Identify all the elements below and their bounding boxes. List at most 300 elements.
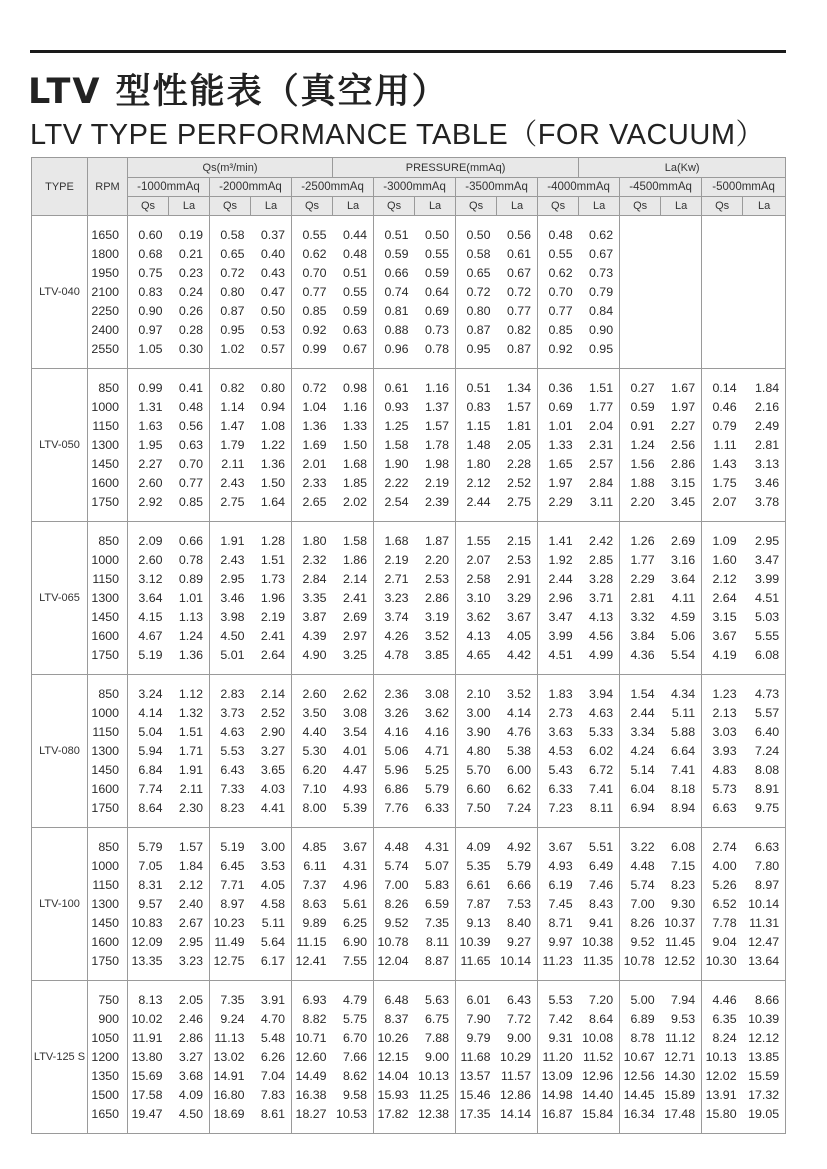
qs-cell: 19.47 <box>128 1104 169 1134</box>
la-cell: 8.23 <box>661 875 702 894</box>
la-cell: 2.62 <box>333 675 374 704</box>
la-cell: 9.00 <box>497 1028 538 1047</box>
qs-cell: 1.97 <box>548 475 573 490</box>
qs-cell <box>702 244 743 263</box>
la-cell: 2.67 <box>169 913 210 932</box>
qs-cell: 15.93 <box>377 1087 409 1102</box>
la-cell: 5.55 <box>743 626 786 645</box>
qs-cell <box>620 216 661 245</box>
la-cell: 0.87 <box>497 339 538 369</box>
qs-cell: 3.98 <box>220 609 245 624</box>
la-cell: 0.57 <box>251 339 292 369</box>
la-cell: 0.43 <box>251 263 292 282</box>
qs-la-header-row <box>32 197 786 216</box>
la-cell: 10.38 <box>579 932 620 951</box>
la-cell: 4.50 <box>169 1104 210 1134</box>
qs-cell: 1.79 <box>220 437 245 452</box>
model-type: LTV-125 S <box>32 981 88 1134</box>
table-row <box>32 913 786 932</box>
la-cell: 8.40 <box>497 913 538 932</box>
qs-cell: 1.48 <box>466 437 491 452</box>
qs-cell: 9.31 <box>548 1030 573 1045</box>
qs-cell: 8.71 <box>548 915 573 930</box>
qs-cell: 7.74 <box>138 781 163 796</box>
la-cell: 0.48 <box>169 397 210 416</box>
qs-cell: 3.90 <box>466 724 491 739</box>
qs-cell: 9.79 <box>466 1030 491 1045</box>
qs-cell: 11.20 <box>542 1049 573 1064</box>
qs-cell: 6.48 <box>374 981 415 1010</box>
qs-cell: 18.69 <box>210 1104 251 1134</box>
qs-cell: 2.20 <box>620 492 661 522</box>
qs-cell: 5.01 <box>210 645 251 675</box>
la-cell: 2.75 <box>497 492 538 522</box>
la-cell: 5.38 <box>497 741 538 760</box>
la-cell: 3.52 <box>497 675 538 704</box>
la-cell: 7.83 <box>251 1085 292 1104</box>
qs-cell: 2.84 <box>302 571 327 586</box>
la-cell: 7.35 <box>415 913 456 932</box>
table-row <box>32 522 786 551</box>
la-cell: 0.67 <box>497 263 538 282</box>
la-cell: 1.73 <box>251 569 292 588</box>
la-cell: 17.48 <box>661 1104 702 1134</box>
table-row <box>32 894 786 913</box>
qs-cell: 2.75 <box>210 492 251 522</box>
la-cell: 2.64 <box>251 645 292 675</box>
la-cell: 3.68 <box>169 1066 210 1085</box>
la-cell: 8.18 <box>661 779 702 798</box>
la-cell: 5.83 <box>415 875 456 894</box>
qs-cell: 1.56 <box>630 456 655 471</box>
rpm-cell: 1300 <box>88 435 128 454</box>
qs-cell: 2.73 <box>548 705 573 720</box>
la-cell: 8.43 <box>579 894 620 913</box>
qs-cell: 8.82 <box>302 1011 327 1026</box>
la-cell: 3.62 <box>415 703 456 722</box>
qs-cell: 5.70 <box>466 762 491 777</box>
la-cell: 5.64 <box>251 932 292 951</box>
la-cell: 1.87 <box>415 522 456 551</box>
qs-cell: 4.83 <box>712 762 737 777</box>
la-cell: 1.51 <box>169 722 210 741</box>
qs-cell: 2.10 <box>456 675 497 704</box>
la-cell: 0.89 <box>169 569 210 588</box>
qs-cell: 0.87 <box>220 303 245 318</box>
la-cell: 0.56 <box>497 216 538 245</box>
qs-cell: 3.23 <box>384 590 409 605</box>
qs-cell: 1.02 <box>210 339 251 369</box>
la-cell: 0.94 <box>251 397 292 416</box>
la-cell: 0.69 <box>415 301 456 320</box>
qs-cell: 0.59 <box>630 399 655 414</box>
qs-cell: 16.87 <box>538 1104 579 1134</box>
la-cell: 8.87 <box>415 951 456 981</box>
la-cell: 4.58 <box>251 894 292 913</box>
qs-cell: 1.92 <box>548 552 573 567</box>
la-cell: 2.69 <box>661 522 702 551</box>
la-cell: 7.46 <box>579 875 620 894</box>
la-cell: 4.41 <box>251 798 292 828</box>
table-row <box>32 1028 786 1047</box>
la-cell: 11.12 <box>661 1028 702 1047</box>
la-cell: 2.86 <box>415 588 456 607</box>
qs-cell: 4.24 <box>630 743 655 758</box>
qs-cell: 10.39 <box>459 934 491 949</box>
qs-cell: 0.48 <box>538 216 579 245</box>
qs-cell: 0.51 <box>456 369 497 398</box>
rpm-cell: 1300 <box>88 894 128 913</box>
la-cell: 2.90 <box>251 722 292 741</box>
qs-cell: 0.68 <box>138 246 163 261</box>
qs-cell: 3.00 <box>466 705 491 720</box>
la-cell: 10.37 <box>661 913 702 932</box>
qs-cell: 0.65 <box>466 265 491 280</box>
qs-cell: 6.52 <box>712 896 737 911</box>
la-cell: 0.78 <box>415 339 456 369</box>
qs-cell: 13.57 <box>459 1068 491 1083</box>
table-row <box>32 369 786 398</box>
la-cell: 11.57 <box>497 1066 538 1085</box>
la-cell: 7.55 <box>333 951 374 981</box>
qs-cell: 1.11 <box>713 437 737 452</box>
la-cell: 1.13 <box>169 607 210 626</box>
rpm-cell: 1750 <box>88 492 128 522</box>
la-cell: 15.84 <box>579 1104 620 1134</box>
table-body <box>32 216 786 1134</box>
la-cell: 4.76 <box>497 722 538 741</box>
qs-cell: 3.12 <box>138 571 163 586</box>
qs-cell: 0.82 <box>210 369 251 398</box>
la-cell: 1.77 <box>579 397 620 416</box>
la-cell: 0.55 <box>415 244 456 263</box>
qs-cell: 18.27 <box>292 1104 333 1134</box>
header-qs: Qs <box>374 197 415 216</box>
qs-cell: 7.35 <box>210 981 251 1010</box>
table-row <box>32 473 786 492</box>
la-cell: 1.91 <box>169 760 210 779</box>
la-cell: 8.94 <box>661 798 702 828</box>
table-row <box>32 1066 786 1085</box>
la-cell: 3.00 <box>251 828 292 857</box>
rpm-cell: 1300 <box>88 588 128 607</box>
qs-cell: 10.26 <box>377 1030 409 1045</box>
qs-cell: 5.94 <box>138 743 163 758</box>
qs-cell: 5.74 <box>630 877 655 892</box>
la-cell: 0.30 <box>169 339 210 369</box>
la-cell: 3.47 <box>743 550 786 569</box>
la-cell: 1.71 <box>169 741 210 760</box>
qs-cell: 0.58 <box>466 246 491 261</box>
qs-cell: 2.13 <box>712 705 737 720</box>
la-cell: 10.29 <box>497 1047 538 1066</box>
qs-cell: 16.38 <box>295 1087 327 1102</box>
rpm-cell: 1050 <box>88 1028 128 1047</box>
rpm-cell: 1500 <box>88 1085 128 1104</box>
la-cell <box>743 282 786 301</box>
rpm-cell: 1000 <box>88 397 128 416</box>
la-cell: 2.16 <box>743 397 786 416</box>
qs-cell: 11.49 <box>214 934 245 949</box>
la-cell: 5.39 <box>333 798 374 828</box>
qs-cell: 9.52 <box>630 934 655 949</box>
la-cell: 3.67 <box>497 607 538 626</box>
la-cell: 4.03 <box>251 779 292 798</box>
rpm-cell: 900 <box>88 1009 128 1028</box>
la-cell: 4.56 <box>579 626 620 645</box>
la-cell: 2.42 <box>579 522 620 551</box>
la-cell: 1.81 <box>497 416 538 435</box>
qs-cell: 3.62 <box>466 609 491 624</box>
table-row <box>32 645 786 675</box>
qs-cell: 5.00 <box>620 981 661 1010</box>
qs-cell: 2.60 <box>292 675 333 704</box>
qs-cell <box>702 339 743 369</box>
la-cell: 0.44 <box>333 216 374 245</box>
qs-cell: 0.36 <box>538 369 579 398</box>
la-cell <box>743 244 786 263</box>
rpm-cell: 850 <box>88 675 128 704</box>
qs-cell: 0.72 <box>292 369 333 398</box>
la-cell: 3.25 <box>333 645 374 675</box>
qs-cell: 7.23 <box>538 798 579 828</box>
qs-cell: 0.55 <box>548 246 573 261</box>
table-row <box>32 282 786 301</box>
table-row <box>32 779 786 798</box>
la-cell: 4.47 <box>333 760 374 779</box>
la-cell: 1.84 <box>743 369 786 398</box>
la-cell: 3.29 <box>497 588 538 607</box>
qs-cell: 1.91 <box>210 522 251 551</box>
qs-cell: 13.91 <box>705 1087 737 1102</box>
model-type: LTV-080 <box>32 675 88 828</box>
la-cell: 2.95 <box>743 522 786 551</box>
la-cell: 5.07 <box>415 856 456 875</box>
la-cell: 2.41 <box>251 626 292 645</box>
la-cell: 6.66 <box>497 875 538 894</box>
qs-cell: 3.15 <box>712 609 737 624</box>
qs-cell: 3.74 <box>384 609 409 624</box>
qs-cell <box>702 216 743 245</box>
la-cell: 12.12 <box>743 1028 786 1047</box>
la-cell: 0.67 <box>333 339 374 369</box>
rpm-cell: 1750 <box>88 798 128 828</box>
la-cell: 9.27 <box>497 932 538 951</box>
rpm-cell: 1200 <box>88 1047 128 1066</box>
qs-cell: 0.75 <box>138 265 163 280</box>
la-cell: 2.46 <box>169 1009 210 1028</box>
qs-cell: 2.12 <box>466 475 491 490</box>
qs-cell: 3.35 <box>302 590 327 605</box>
la-cell: 1.58 <box>333 522 374 551</box>
la-cell: 3.53 <box>251 856 292 875</box>
qs-cell: 0.85 <box>302 303 327 318</box>
qs-cell <box>620 301 661 320</box>
la-cell: 6.17 <box>251 951 292 981</box>
qs-cell: 14.45 <box>623 1087 655 1102</box>
qs-cell: 14.49 <box>295 1068 327 1083</box>
qs-cell: 0.65 <box>220 246 245 261</box>
qs-cell: 2.81 <box>630 590 655 605</box>
la-cell: 5.33 <box>579 722 620 741</box>
qs-cell: 17.82 <box>374 1104 415 1134</box>
la-cell: 10.14 <box>743 894 786 913</box>
la-cell: 2.84 <box>579 473 620 492</box>
la-cell: 4.31 <box>333 856 374 875</box>
la-cell: 2.53 <box>415 569 456 588</box>
qs-cell: 9.52 <box>384 915 409 930</box>
table-row <box>32 675 786 704</box>
la-cell: 3.23 <box>169 951 210 981</box>
la-cell: 1.28 <box>251 522 292 551</box>
la-cell: 5.75 <box>333 1009 374 1028</box>
qs-cell: 1.80 <box>292 522 333 551</box>
la-cell: 4.05 <box>251 875 292 894</box>
la-cell: 6.75 <box>415 1009 456 1028</box>
la-cell <box>743 301 786 320</box>
qs-cell: 4.90 <box>292 645 333 675</box>
la-cell: 6.64 <box>661 741 702 760</box>
qs-cell: 6.84 <box>138 762 163 777</box>
la-cell: 0.78 <box>169 550 210 569</box>
qs-cell: 13.09 <box>541 1068 573 1083</box>
rpm-cell: 1450 <box>88 607 128 626</box>
qs-cell: 2.01 <box>302 456 327 471</box>
la-cell: 12.71 <box>661 1047 702 1066</box>
qs-cell: 1.60 <box>712 552 737 567</box>
qs-cell: 6.60 <box>466 781 491 796</box>
la-cell: 2.02 <box>333 492 374 522</box>
qs-cell: 2.19 <box>384 552 409 567</box>
qs-cell: 3.34 <box>630 724 655 739</box>
qs-cell: 1.90 <box>384 456 409 471</box>
qs-cell: 1.04 <box>302 399 327 414</box>
la-cell: 10.13 <box>415 1066 456 1085</box>
la-cell: 5.25 <box>415 760 456 779</box>
header-pressure: -3000mmAq <box>374 178 456 197</box>
la-cell: 3.11 <box>579 492 620 522</box>
qs-cell: 4.78 <box>374 645 415 675</box>
la-cell: 0.77 <box>169 473 210 492</box>
rpm-cell: 1600 <box>88 779 128 798</box>
la-cell: 4.13 <box>579 607 620 626</box>
table-row <box>32 216 786 245</box>
la-cell: 2.86 <box>169 1028 210 1047</box>
header-qs: Qs <box>128 197 169 216</box>
performance-table <box>31 157 786 1134</box>
qs-cell: 1.24 <box>630 437 655 452</box>
la-cell: 1.84 <box>169 856 210 875</box>
qs-cell: 7.05 <box>138 858 163 873</box>
la-cell: 0.67 <box>579 244 620 263</box>
la-cell: 3.08 <box>333 703 374 722</box>
header-qs: Qs <box>456 197 497 216</box>
qs-cell: 10.83 <box>131 915 163 930</box>
qs-cell: 5.19 <box>210 828 251 857</box>
qs-cell: 6.11 <box>303 858 327 873</box>
la-cell: 1.78 <box>415 435 456 454</box>
qs-cell: 0.72 <box>466 284 491 299</box>
qs-cell: 5.04 <box>138 724 163 739</box>
qs-cell: 3.26 <box>384 705 409 720</box>
la-cell: 2.31 <box>579 435 620 454</box>
qs-cell: 1.47 <box>220 418 245 433</box>
la-cell: 13.85 <box>743 1047 786 1066</box>
la-cell: 2.30 <box>169 798 210 828</box>
la-cell: 3.28 <box>579 569 620 588</box>
table-header <box>32 158 786 216</box>
qs-cell: 4.14 <box>138 705 163 720</box>
qs-cell: 2.71 <box>384 571 409 586</box>
la-cell: 2.95 <box>169 932 210 951</box>
qs-cell: 2.29 <box>538 492 579 522</box>
la-cell: 2.14 <box>251 675 292 704</box>
la-cell: 0.63 <box>333 320 374 339</box>
qs-cell: 0.14 <box>702 369 743 398</box>
la-cell: 4.79 <box>333 981 374 1010</box>
qs-cell: 1.77 <box>630 552 655 567</box>
qs-cell: 2.65 <box>292 492 333 522</box>
la-cell: 14.40 <box>579 1085 620 1104</box>
la-cell: 2.52 <box>251 703 292 722</box>
qs-cell: 4.00 <box>712 858 737 873</box>
qs-cell: 9.89 <box>302 915 327 930</box>
header-pressure-group: PRESSURE(mmAq) <box>333 158 579 178</box>
la-cell: 1.50 <box>333 435 374 454</box>
la-cell: 0.53 <box>251 320 292 339</box>
la-cell: 6.59 <box>415 894 456 913</box>
rpm-cell: 1650 <box>88 216 128 245</box>
la-cell: 7.41 <box>661 760 702 779</box>
qs-cell: 1.23 <box>702 675 743 704</box>
la-cell: 0.50 <box>415 216 456 245</box>
qs-cell: 2.58 <box>466 571 491 586</box>
la-cell: 1.36 <box>251 454 292 473</box>
la-cell: 9.75 <box>743 798 786 828</box>
qs-cell: 2.95 <box>220 571 245 586</box>
header-pressure: -4500mmAq <box>620 178 702 197</box>
table-row <box>32 722 786 741</box>
header-la: La <box>579 197 620 216</box>
qs-cell: 9.97 <box>548 934 573 949</box>
qs-cell: 4.40 <box>302 724 327 739</box>
qs-cell: 0.61 <box>374 369 415 398</box>
qs-cell: 12.75 <box>210 951 251 981</box>
qs-cell: 5.19 <box>128 645 169 675</box>
qs-cell: 2.83 <box>210 675 251 704</box>
la-cell: 2.11 <box>169 779 210 798</box>
qs-cell: 6.33 <box>548 781 573 796</box>
la-cell: 6.08 <box>743 645 786 675</box>
qs-cell: 7.87 <box>466 896 491 911</box>
qs-cell: 17.58 <box>131 1087 163 1102</box>
table-row <box>32 244 786 263</box>
qs-cell: 4.85 <box>292 828 333 857</box>
la-cell: 8.64 <box>579 1009 620 1028</box>
qs-cell: 1.95 <box>138 437 163 452</box>
qs-cell: 2.07 <box>466 552 491 567</box>
model-type: LTV-050 <box>32 369 88 522</box>
la-cell: 2.49 <box>743 416 786 435</box>
table-row <box>32 626 786 645</box>
la-cell: 7.80 <box>743 856 786 875</box>
table-row <box>32 397 786 416</box>
qs-cell: 10.78 <box>620 951 661 981</box>
la-cell: 3.99 <box>743 569 786 588</box>
la-cell: 1.64 <box>251 492 292 522</box>
qs-cell: 8.97 <box>220 896 245 911</box>
model-type: LTV-040 <box>32 216 88 369</box>
